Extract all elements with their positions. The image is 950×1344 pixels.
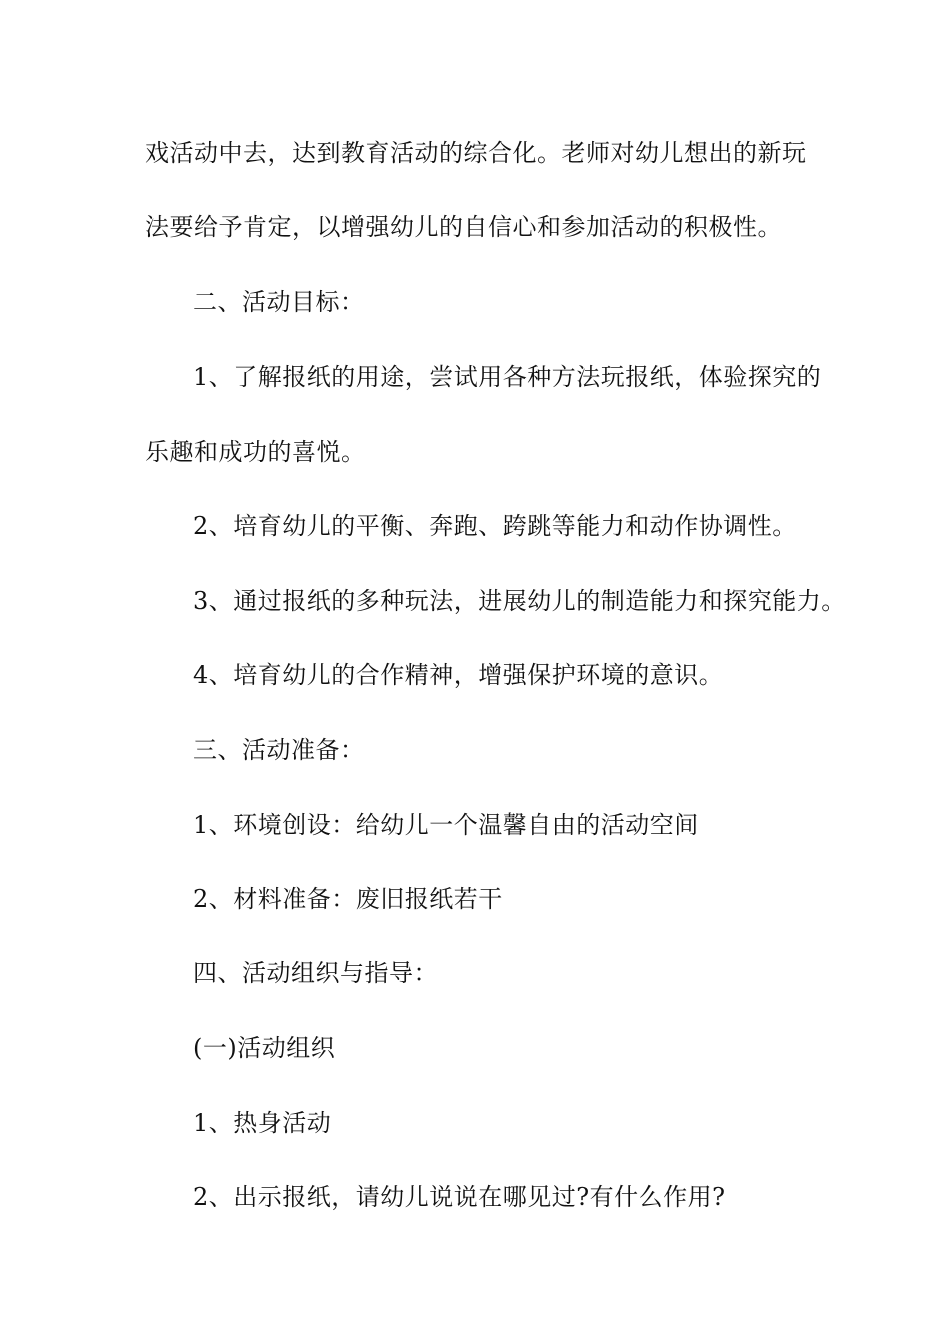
section-heading: 三、活动准备： bbox=[193, 736, 365, 764]
list-item: 1、了解报纸的用途，尝试用各种方法玩报纸，体验探究的 bbox=[193, 363, 822, 391]
list-item: 2、材料准备：废旧报纸若干 bbox=[193, 885, 503, 913]
paragraph-line: 乐趣和成功的喜悦。 bbox=[145, 438, 366, 466]
list-item: 2、培育幼儿的平衡、奔跑、跨跳等能力和动作协调性。 bbox=[193, 512, 797, 540]
list-item: 4、培育幼儿的合作精神，增强保护环境的意识。 bbox=[193, 661, 724, 689]
list-item: 1、环境创设：给幼儿一个温馨自由的活动空间 bbox=[193, 811, 699, 839]
section-heading: 四、活动组织与指导： bbox=[193, 959, 438, 987]
paragraph-line: 法要给予肯定，以增强幼儿的自信心和参加活动的积极性。 bbox=[145, 213, 782, 241]
list-item: 3、通过报纸的多种玩法，进展幼儿的制造能力和探究能力。 bbox=[193, 587, 846, 615]
subsection-heading: (一)活动组织 bbox=[193, 1034, 336, 1062]
section-heading: 二、活动目标： bbox=[193, 288, 365, 316]
list-item: 2、出示报纸，请幼儿说说在哪见过?有什么作用? bbox=[193, 1183, 726, 1211]
paragraph-line: 戏活动中去，达到教育活动的综合化。老师对幼儿想出的新玩 bbox=[145, 139, 807, 167]
list-item: 1、热身活动 bbox=[193, 1109, 332, 1137]
